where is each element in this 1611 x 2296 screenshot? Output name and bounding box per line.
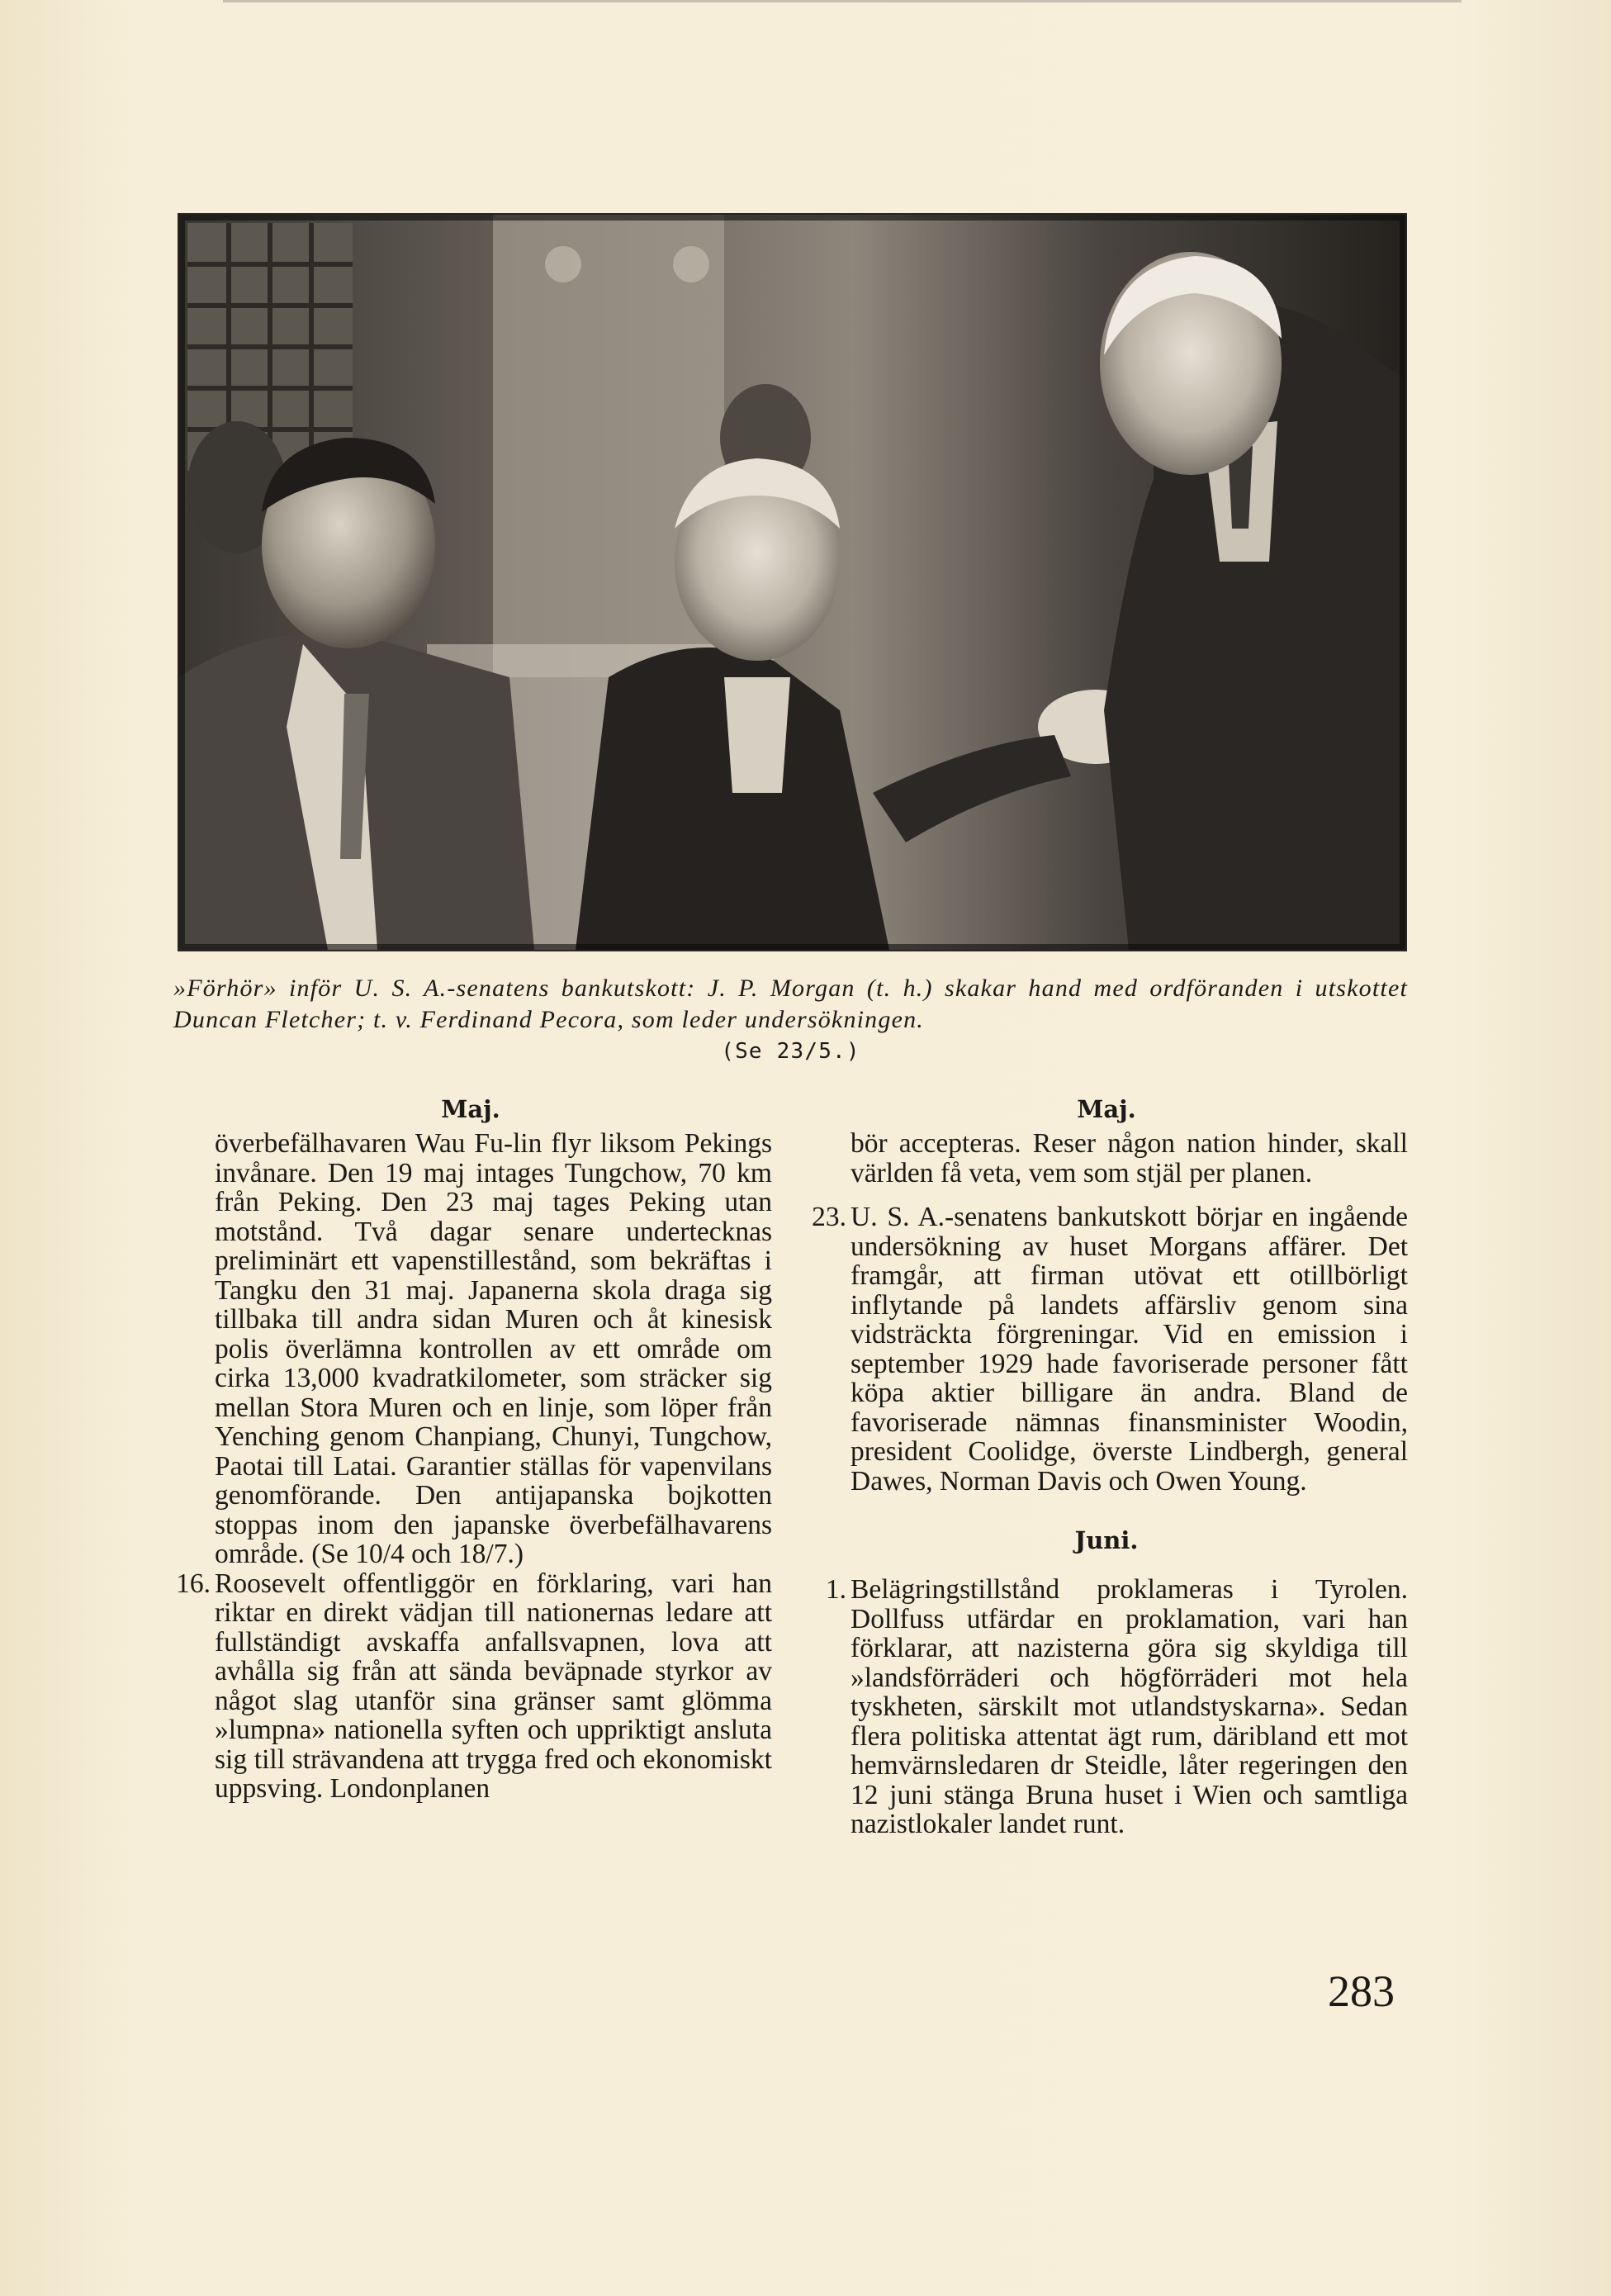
right-column [805, 1094, 1408, 1839]
entry-23 [805, 1203, 1408, 1496]
continued-entry [805, 1129, 1408, 1188]
caption-text: »Förhör» inför U. S. A.-senatens bankutskott: J. P. Morgan (t. h.) skakar hand med ordföranden i utskottet Duncan Fletcher; t. v. Ferdinand Pecora, som leder undersökningen. [173, 975, 1408, 1033]
entry-text: Belägringstillstånd proklameras i Tyrolen. Dollfuss utfärdar en proklamation, vari han förklarar, att nazisterna göra sig skyldiga till »landsförräderi och högförräderi mot hela tyskheten, särskilt mot utlandstyskarna». Sedan flera politiska attentat ägt rum, däribland ett mot hemvärnsledaren dr Steidle, låter regeringen den 12 juni stänga Bruna huset i Wien och samtliga nazistlokaler landet runt. [851, 1574, 1408, 1839]
month-heading-juni: Juni. [1074, 1526, 1139, 1554]
continued-entry [169, 1129, 772, 1569]
entry-text: överbefälhavaren Wau Fu-lin flyr liksom Pekings invånare. Den 19 maj intages Tungchow, 70 km från Peking. Den 23 maj tages Peking utan motstånd. Två dagar senare undertecknas preliminärt ett vapenstillestånd, som bekräftas i Tangku den 31 maj. Japanerna skola draga sig tillbaka till andra sidan Muren och åt kinesisk polis överlämna kontrollen av ett område om cirka 13,000 kvadratkilometer, som sträcker sig mellan Stora Muren och en linje, som löper från Yenching genom Chanpiang, Chunyi, Tungchow, Paotai till Latai. Garantier ställas för vapenvilans genomförande. Den antijapanska bojkotten stoppas inom den japanske överbefälhavarens område. (Se 10/4 och 18/7.) [215, 1128, 772, 1569]
entry-text: Roosevelt offentliggör en förklaring, vari han riktar en direkt vädjan till nationernas ledare att fullständigt avskaffa anfallsvapnen, lova att avhålla sig från att sända beväpnade styrkor av något slag utanför sina gränser samt glömma »lumpna» nationella syften och uppriktigt ansluta sig till strävandena att trygga fred och ekonomiskt uppsving. Londonplanen [215, 1568, 772, 1804]
photo-caption [173, 973, 1408, 1067]
top-edge-rule [223, 0, 1462, 2]
caption-reference: (Se 23/5.) [721, 1039, 860, 1064]
month-heading-maj: Maj. [1077, 1095, 1136, 1123]
entry-day-number: 1. [825, 1574, 846, 1605]
entry-day-number: 23. [812, 1202, 846, 1232]
entry-text: bör accepteras. Reser någon nation hinder, skall världen få veta, vem som stjäl per planen. [851, 1128, 1408, 1188]
press-photograph [178, 213, 1407, 951]
entry-day-number: 16. [176, 1568, 211, 1599]
month-heading-maj: Maj. [441, 1095, 500, 1123]
entry-text: U. S. A.-senatens bankutskott börjar en ingående undersökning av huset Morgans affärer. Det framgår, att firman utövat ett otillbörligt inflytande på landets affärsliv genom sina vidsträckta förgreningar. Vid en emission i september 1929 hade favoriserade personer fått köpa aktier billigare än andra. Bland de favoriserade nämnas finansminister Woodin, president Coolidge, överste Lindbergh, general Dawes, Norman Davis och Owen Young. [851, 1202, 1408, 1497]
photo-illustration [179, 215, 1405, 950]
entry-16 [169, 1569, 772, 1804]
left-column [169, 1094, 772, 1804]
page-number: 283 [1328, 1966, 1395, 2016]
entry-1 [805, 1575, 1408, 1839]
